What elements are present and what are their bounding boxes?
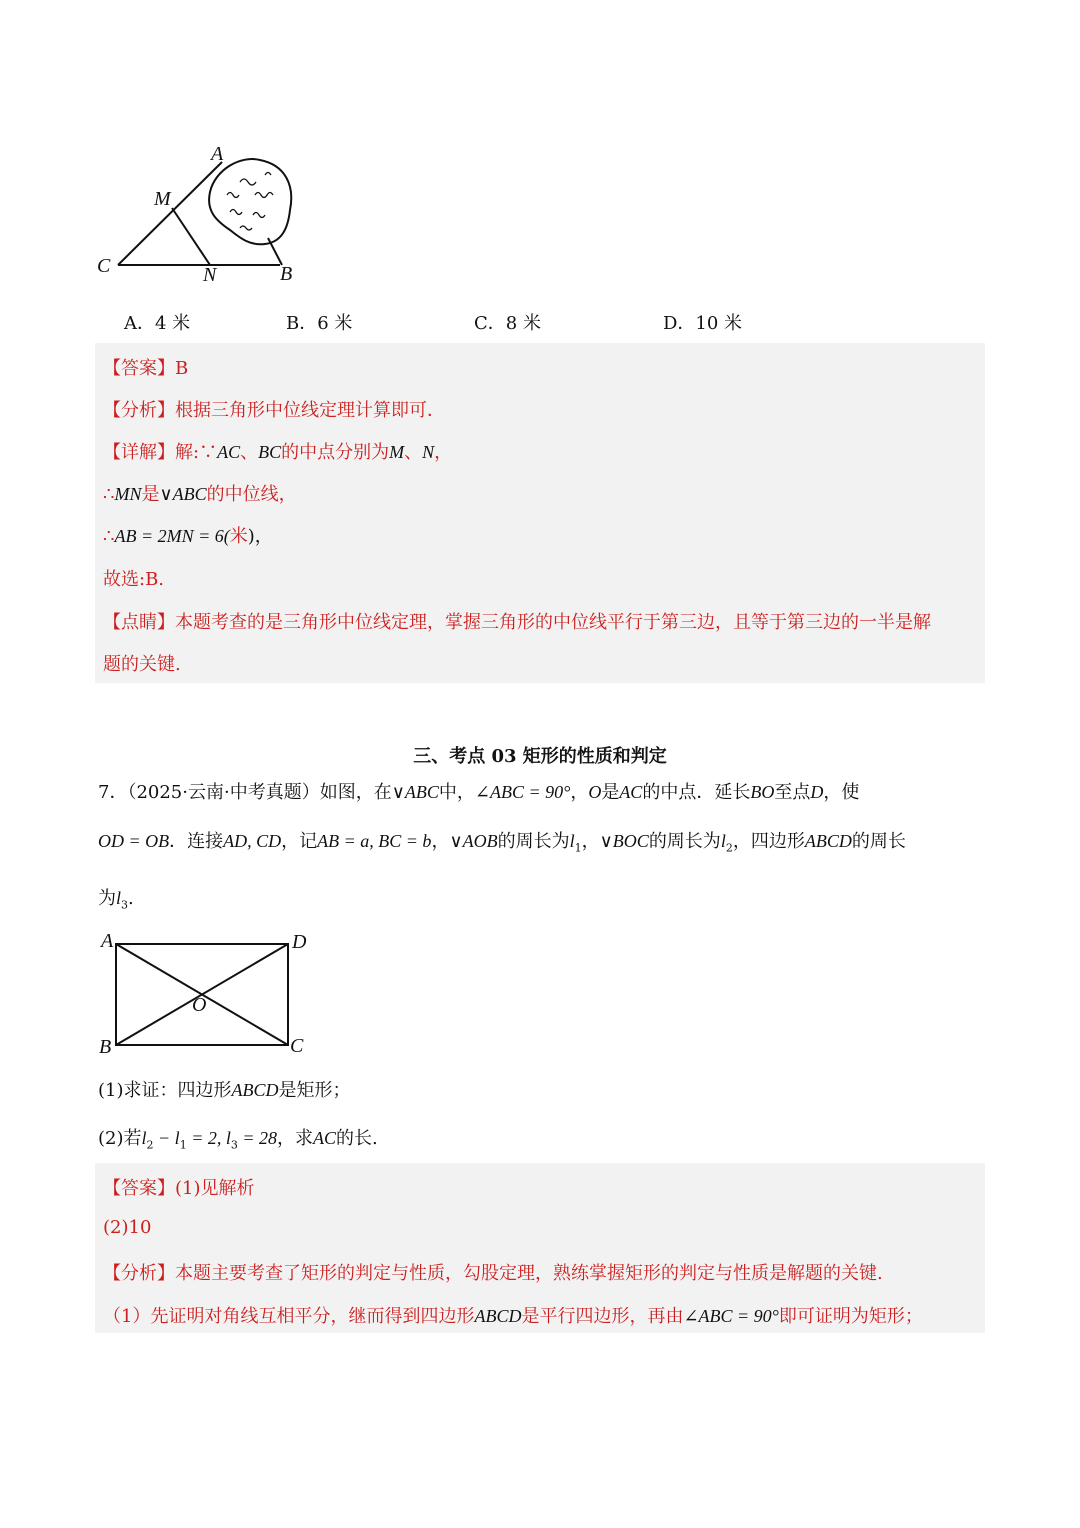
label-b-2: B: [99, 1036, 112, 1058]
comment-line: 【点睛】本题考查的是三角形中位线定理，掌握三角形的中位线平行于第三边，且等于第三边的一半是解: [103, 612, 931, 633]
detail-line-3: ∴AB = 2MN = 6(米)，: [103, 526, 273, 547]
label-d-2: D: [292, 931, 307, 953]
sub-question-1: (1)求证：四边形ABCD是矩形；: [98, 1080, 351, 1101]
comment-line-2: 题的关键.: [103, 654, 181, 675]
answer-box-7: [95, 1163, 985, 1333]
label-n: N: [203, 264, 217, 286]
analysis-line-7: 【分析】本题主要考查了矩形的判定与性质，勾股定理，熟练掌握矩形的判定与性质是解题的关键.: [103, 1263, 883, 1284]
analysis-line: 【分析】根据三角形中位线定理计算即可．: [103, 400, 445, 421]
label-a: A: [211, 143, 224, 165]
label-c-2: C: [290, 1035, 304, 1057]
option-a: A．4 米: [124, 313, 191, 334]
answer-value-2: (2)10: [103, 1217, 152, 1238]
option-b: B．6 米: [286, 313, 353, 334]
pond-ripples: [227, 173, 273, 231]
label-c: C: [97, 255, 111, 277]
detail-line-2: ∴MN是∨ABC的中位线，: [103, 484, 297, 505]
answer-line-7: 【答案】(1)见解析: [103, 1178, 255, 1199]
choose-line: 故选:B.: [103, 569, 165, 590]
step-1-line: （1）先证明对角线互相平分，继而得到四边形ABCD是平行四边形，再由∠ABC = 90°即可证明为矩形；: [103, 1306, 923, 1327]
answer-box-1: [95, 343, 985, 683]
label-b: B: [280, 263, 293, 285]
question-7-line-3: 为$l_3$.: [98, 888, 134, 912]
question-7-line-1: 7．（2025·云南·中考真题）如图，在∨ABC中，∠ABC = 90°，O是AC的中点．延长BO至点D，使: [98, 782, 860, 803]
option-c: C．8 米: [474, 313, 541, 334]
label-m: M: [154, 188, 171, 210]
segment-ca: [118, 162, 222, 265]
detail-line: 【详解】解:∵AC、BC的中点分别为M、N，: [103, 442, 453, 463]
segment-mn: [172, 208, 210, 265]
question-7-line-2: OD = OB．连接AD, CD，记AB = a, BC = b，∨AOB的周长为$l_1$，∨BOC的周长为$l_2$，四边形ABCD的周长: [98, 831, 906, 855]
pond-shape: [209, 159, 291, 244]
section-title: 三、考点 03 矩形的性质和判定: [413, 746, 667, 767]
label-a-2: A: [101, 930, 114, 952]
label-o-2: O: [192, 994, 207, 1016]
sub-question-2: (2)若$l_2 - l_1 = 2$, $l_3 = 28$，求AC的长.: [98, 1128, 378, 1152]
answer-line: 【答案】B: [103, 358, 189, 379]
option-d: D．10 米: [663, 313, 743, 334]
